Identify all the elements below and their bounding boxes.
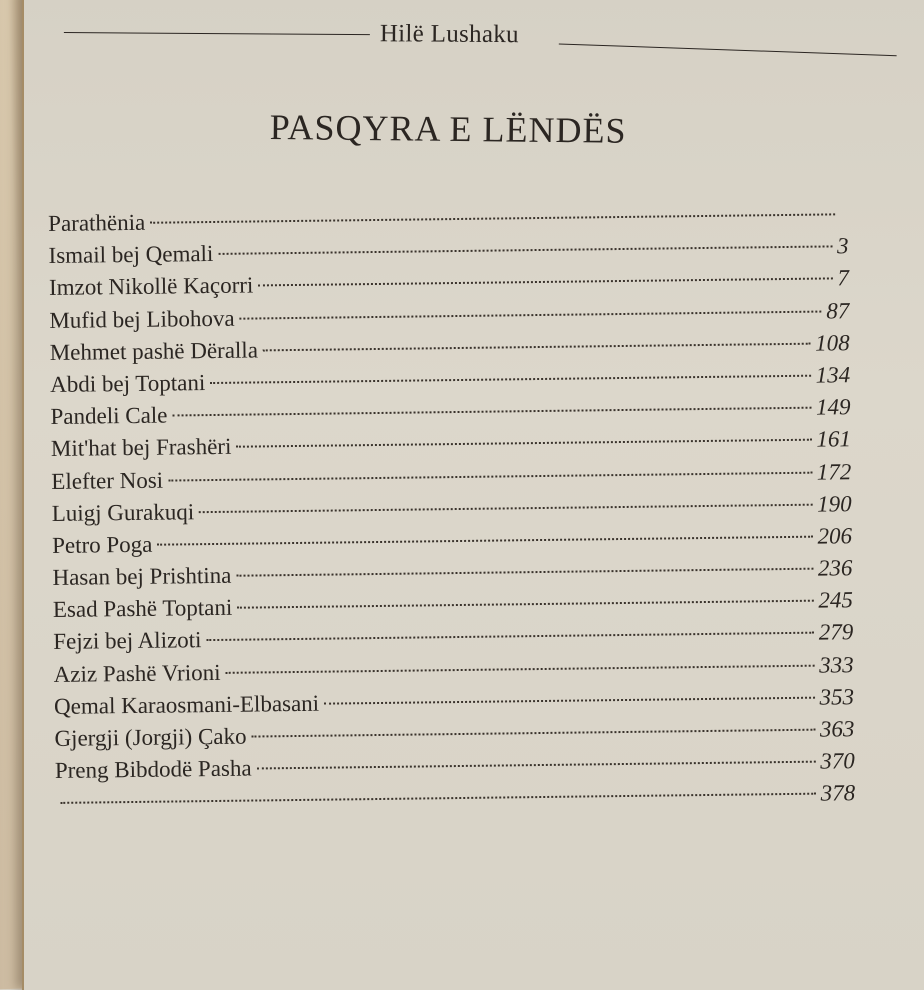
toc-entry-title: Petro Poga [52, 529, 153, 562]
dot-leader [172, 407, 811, 417]
header-rule-right [559, 43, 897, 56]
toc-entry-title: Elefter Nosi [51, 464, 163, 497]
toc-entry-page-number: 87 [826, 295, 849, 327]
toc-entry-page-number: 134 [815, 359, 850, 391]
toc-entry-page-number: 370 [820, 745, 855, 777]
toc-entry-title: Preng Bibdodë Pasha [55, 753, 252, 787]
toc-entry-title: Esad Pashë Toptani [53, 592, 233, 626]
toc-entry-title: Parathënia [48, 207, 145, 240]
toc-entry-title: Mehmet pashë Dëralla [50, 334, 259, 369]
dot-leader [236, 439, 811, 448]
dot-leader [236, 568, 813, 577]
toc-entry-page-number: 108 [815, 327, 850, 359]
toc-entry-title: Qemal Karaosmani-Elbasani [54, 688, 319, 723]
dot-leader [206, 632, 813, 641]
toc-entry-page-number: 279 [819, 617, 854, 649]
dot-leader [252, 729, 815, 738]
toc-entry-page-number: 236 [818, 552, 853, 584]
dot-leader [240, 310, 822, 319]
dot-leader [237, 600, 813, 609]
toc-entry-page-number: 7 [837, 263, 849, 295]
dot-leader [60, 793, 815, 804]
dot-leader [150, 213, 835, 223]
toc-entry-title: Gjergji (Jorgji) Çako [54, 721, 246, 755]
toc-entry-title: Fejzi bej Alizoti [53, 625, 202, 659]
dot-leader [258, 278, 832, 287]
dot-leader [257, 761, 816, 770]
dot-leader [324, 696, 814, 704]
toc-entry-title: Hasan bej Prishtina [52, 560, 231, 594]
toc-entry-title: Mit'hat bej Frashëri [51, 431, 232, 465]
toc-entry-page-number: 245 [818, 584, 853, 616]
table-of-contents [48, 198, 855, 819]
toc-entry-page-number: 161 [816, 424, 851, 456]
dot-leader [218, 246, 832, 255]
toc-entry-title: Luigj Gurakuqi [52, 496, 195, 530]
toc-entry-title: Ismail bej Qemali [48, 238, 213, 272]
toc-entry-page-number: 333 [819, 649, 854, 681]
toc-entry-page-number: 353 [819, 681, 854, 713]
dot-leader [199, 503, 812, 512]
dot-leader [168, 471, 812, 481]
toc-entry-title: Aziz Pashë Vrioni [54, 657, 221, 691]
toc-entry-page-number: 190 [817, 488, 852, 520]
toc-entry-title: Imzot Nikollë Kaçorri [49, 270, 254, 304]
toc-entry-page-number: 206 [817, 520, 852, 552]
page-title: PASQYRA E LËNDËS [270, 106, 627, 152]
running-title: Hilë Lushaku [380, 20, 519, 49]
dot-leader [210, 375, 810, 384]
dot-leader [263, 342, 810, 351]
header-rule-left [64, 32, 370, 35]
toc-entry-title: Mufid bej Libohova [49, 302, 235, 336]
dot-leader [226, 664, 815, 673]
toc-entry-page-number: 378 [821, 778, 856, 810]
toc-entry-title: Pandeli Cale [50, 400, 167, 433]
toc-entry-page-number: 3 [837, 230, 849, 262]
running-header [64, 16, 900, 82]
toc-entry-title: Abdi bej Toptani [50, 367, 206, 401]
dot-leader [157, 536, 812, 546]
toc-entry-page-number: 149 [816, 391, 851, 423]
toc-entry-page-number: 363 [820, 713, 855, 745]
toc-entry-page-number: 172 [817, 456, 852, 488]
